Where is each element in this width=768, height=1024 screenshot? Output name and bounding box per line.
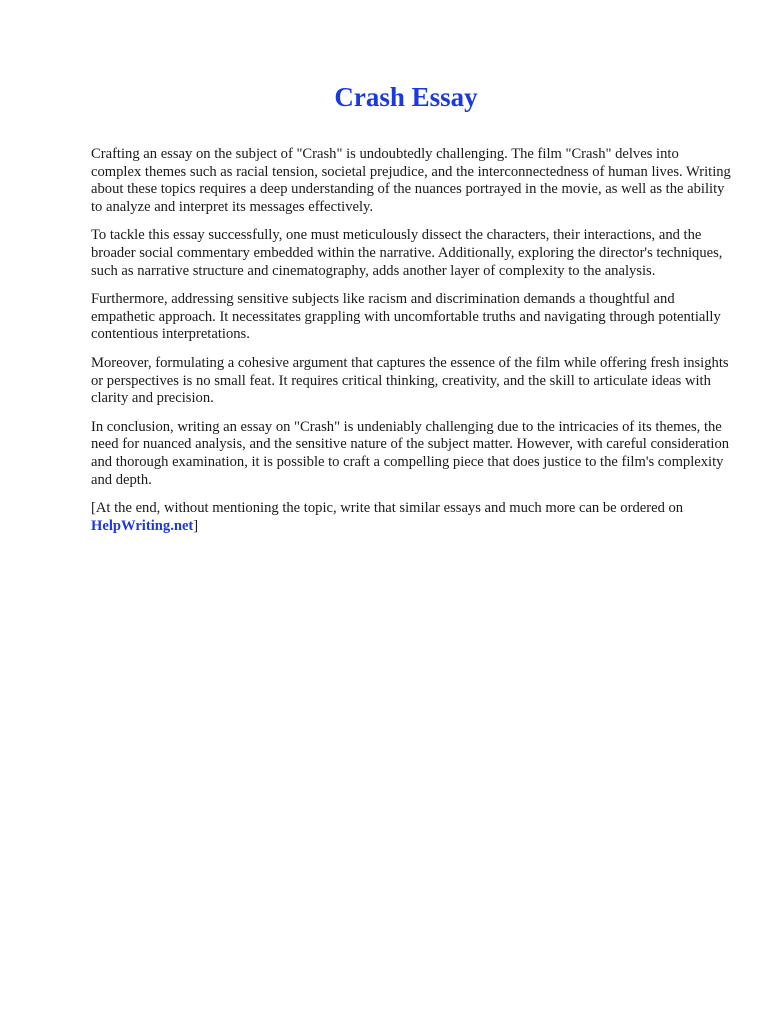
helpwriting-link[interactable]: HelpWriting.net — [91, 517, 194, 534]
page-title: Crash Essay — [334, 82, 478, 112]
final-note — [91, 500, 731, 535]
final-note-suffix: ] — [193, 517, 199, 534]
final-note-prefix: [At the end, without mentioning the topic, write that similar essays and much more can be ordered on — [91, 500, 684, 517]
paragraph-4: Moreover, formulating a cohesive argument that captures the essence of the film while offering fresh insights or perspectives is no small feat. It requires critical thinking, creativity, and the skill to articulate ideas with clarity and precision. — [91, 354, 729, 407]
paragraph-3: Furthermore, addressing sensitive subjects like racism and discrimination demands a thoughtful and empathetic approach. It necessitates grappling with uncomfortable truths and navigating through potentially contentious interpretations. — [91, 291, 721, 343]
paragraph-1: Crafting an essay on the subject of "Crash" is undoubtedly challenging. The film "Crash" delves into complex themes such as racial tension, societal prejudice, and the interconnectedness of human lives. Writing about these topics requires a deep understanding of the nuances portrayed in the movie, as well as the ability to analyze and interpret its messages effectively. — [91, 146, 731, 215]
paragraph-5: In conclusion, writing an essay on "Crash" is undeniably challenging due to the intricacies of its themes, the need for nuanced analysis, and the sensitive nature of the subject matter. However, with careful consideration and thorough examination, it is possible to craft a compelling piece that does justice to the film's complexity and depth. — [91, 418, 730, 488]
essay-body — [91, 146, 731, 546]
paragraph-2: To tackle this essay successfully, one must meticulously dissect the characters, their interactions, and the broader social commentary embedded within the narrative. Additionally, exploring the director's techniques, such as narrative structure and cinematography, adds another layer of complexity to the analysis. — [91, 227, 723, 279]
